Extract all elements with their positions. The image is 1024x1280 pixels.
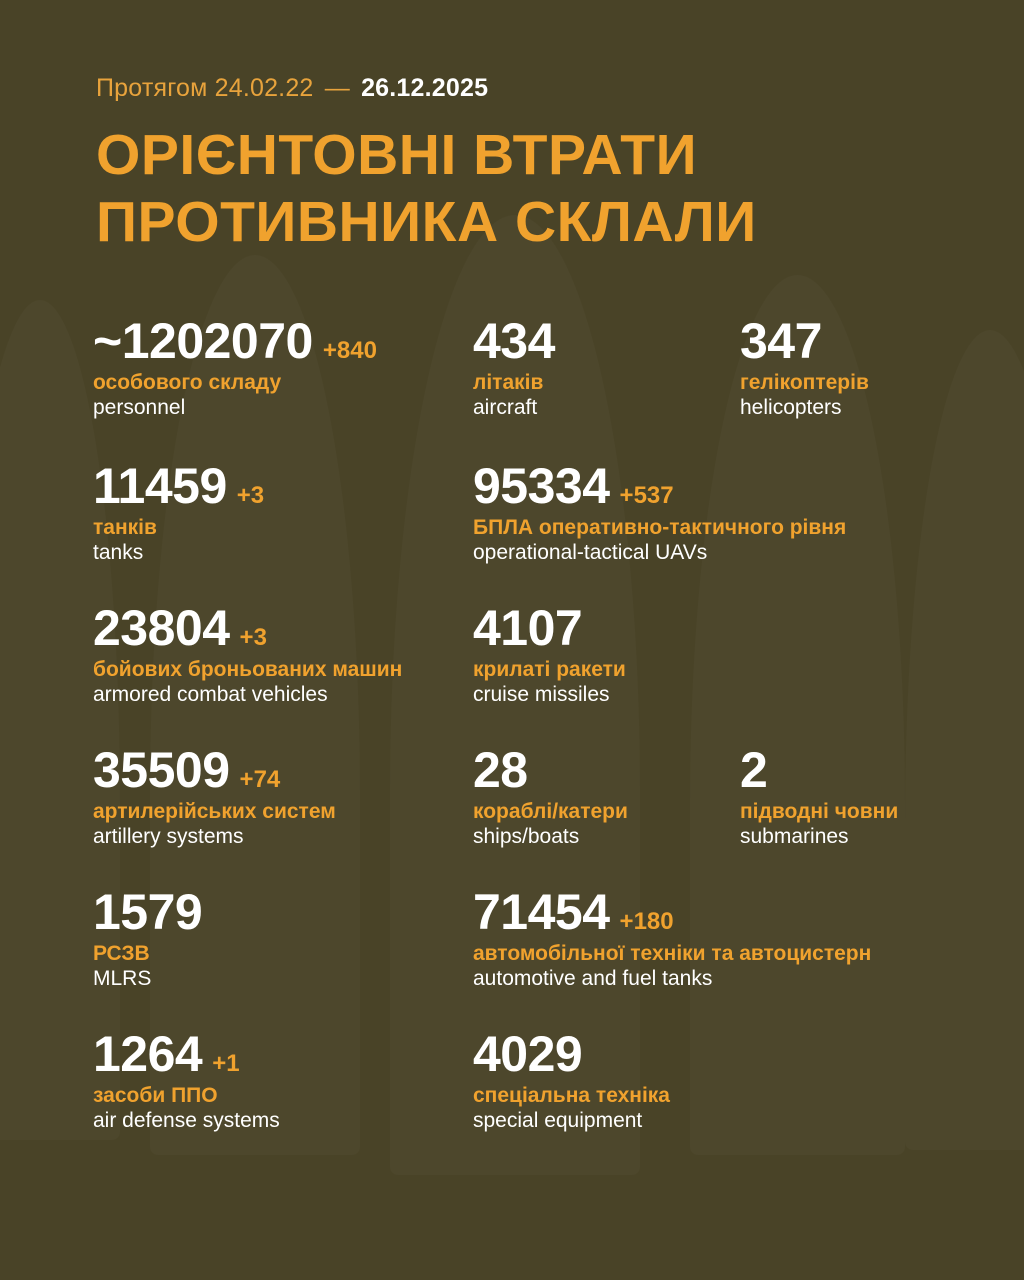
value-row xyxy=(93,600,402,656)
loss-item-mlrs xyxy=(93,884,212,991)
loss-label-en: air defense systems xyxy=(93,1109,280,1133)
reporting-period xyxy=(96,74,488,103)
loss-item-submarines xyxy=(740,742,899,849)
loss-delta: +3 xyxy=(239,624,267,651)
loss-value: 347 xyxy=(740,313,822,369)
loss-item-helicopters xyxy=(740,313,869,420)
value-row xyxy=(93,313,377,369)
background-shape xyxy=(0,300,120,1140)
loss-label-ua: РСЗВ xyxy=(93,942,150,965)
period-start: Протягом 24.02.22 xyxy=(96,74,314,102)
loss-label-en: tanks xyxy=(93,541,144,565)
value-row xyxy=(473,600,626,656)
loss-label-ua: кораблі/катери xyxy=(473,800,628,823)
loss-item-cruise-missiles xyxy=(473,600,626,707)
loss-value: 434 xyxy=(473,313,555,369)
loss-value: 1264 xyxy=(93,1026,203,1082)
value-row xyxy=(473,458,846,514)
value-row xyxy=(473,884,871,940)
page-title-line-1: ОРІЄНТОВНІ ВТРАТИ xyxy=(96,123,698,187)
value-row xyxy=(473,313,565,369)
loss-label-en: automotive and fuel tanks xyxy=(473,967,713,991)
loss-label-en: personnel xyxy=(93,396,186,420)
loss-delta: +1 xyxy=(212,1050,240,1077)
loss-label-ua: автомобільної техніки та автоцистерн xyxy=(473,942,872,965)
loss-label-en: ships/boats xyxy=(473,825,580,849)
loss-item-air-defense xyxy=(93,1026,280,1133)
loss-delta: +74 xyxy=(239,766,281,793)
loss-value: 1579 xyxy=(93,884,203,940)
loss-value: 71454 xyxy=(473,884,610,940)
loss-value: 4029 xyxy=(473,1026,583,1082)
loss-label-ua: гелікоптерів xyxy=(740,371,869,394)
page-title xyxy=(96,122,757,257)
period-dash: — xyxy=(324,74,350,102)
value-row xyxy=(473,1026,670,1082)
loss-label-ua: спеціальна техніка xyxy=(473,1084,670,1107)
loss-label-ua: крилаті ракети xyxy=(473,658,626,681)
loss-delta: +3 xyxy=(236,482,265,509)
loss-label-ua: особового складу xyxy=(93,371,282,394)
loss-delta: +840 xyxy=(322,337,377,364)
loss-item-armored-vehicles xyxy=(93,600,403,707)
loss-label-ua: бойових броньованих машин xyxy=(93,658,403,681)
loss-label-ua: БПЛА оперативно-тактичного рівня xyxy=(473,516,847,539)
loss-delta: +180 xyxy=(619,908,674,935)
loss-label-en: armored combat vehicles xyxy=(93,683,328,707)
loss-label-en: artillery systems xyxy=(93,825,244,849)
loss-value: 35509 xyxy=(93,742,230,798)
loss-item-ships xyxy=(473,742,628,849)
value-row xyxy=(93,458,265,514)
loss-label-ua: танків xyxy=(93,516,157,539)
loss-label-ua: підводні човни xyxy=(740,800,899,823)
background-shape xyxy=(905,330,1024,1150)
loss-value: 95334 xyxy=(473,458,610,514)
loss-label-en: operational-tactical UAVs xyxy=(473,541,708,565)
loss-item-tanks xyxy=(93,458,265,565)
loss-label-ua: літаків xyxy=(473,371,544,394)
loss-label-en: submarines xyxy=(740,825,849,849)
loss-label-en: special equipment xyxy=(473,1109,643,1133)
loss-value: ~1202070 xyxy=(93,313,313,369)
value-row xyxy=(93,884,212,940)
loss-label-en: cruise missiles xyxy=(473,683,610,707)
loss-label-en: MLRS xyxy=(93,967,152,991)
loss-item-special-equipment xyxy=(473,1026,670,1133)
value-row xyxy=(93,742,336,798)
loss-value: 23804 xyxy=(93,600,230,656)
loss-label-en: aircraft xyxy=(473,396,538,420)
loss-label-en: helicopters xyxy=(740,396,842,420)
loss-item-aircraft xyxy=(473,313,565,420)
loss-item-uavs xyxy=(473,458,847,565)
loss-item-artillery xyxy=(93,742,336,849)
loss-value: 2 xyxy=(740,742,768,798)
loss-delta: +537 xyxy=(619,482,674,509)
loss-value: 28 xyxy=(473,742,528,798)
value-row xyxy=(473,742,628,798)
loss-item-automotive xyxy=(473,884,872,991)
value-row xyxy=(740,313,869,369)
period-end-date: 26.12.2025 xyxy=(361,74,489,102)
loss-value: 11459 xyxy=(93,458,227,514)
loss-label-ua: засоби ППО xyxy=(93,1084,218,1107)
loss-label-ua: артилерійських систем xyxy=(93,800,336,823)
value-row xyxy=(93,1026,280,1082)
loss-value: 4107 xyxy=(473,600,583,656)
loss-item-personnel xyxy=(93,313,377,420)
page-title-line-2: ПРОТИВНИКА СКЛАЛИ xyxy=(96,190,757,255)
value-row xyxy=(740,742,898,798)
